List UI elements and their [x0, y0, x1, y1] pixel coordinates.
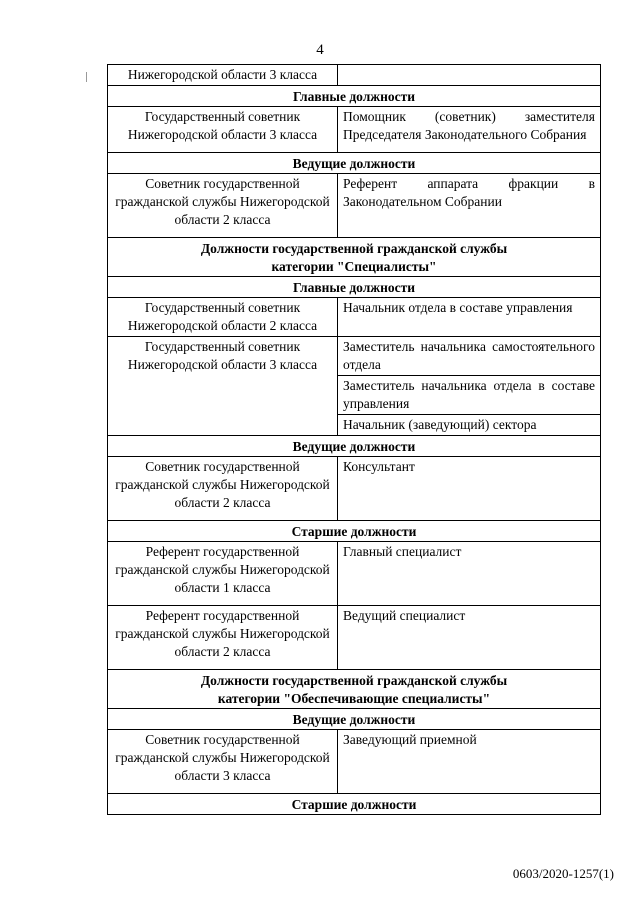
rank-cell: Референт государственной гражданской службы Нижегородской области 1 класса: [108, 542, 338, 606]
section-heading: Ведущие должности: [108, 436, 601, 457]
table-row: [108, 730, 601, 794]
rank-cell: Нижегородской области 3 класса: [108, 65, 338, 86]
section-row: [108, 277, 601, 298]
section-row: [108, 709, 601, 730]
rank-cell: Государственный советник Нижегородской области 3 класса: [108, 337, 338, 436]
table-row: [108, 542, 601, 606]
section-row: [108, 794, 601, 815]
position-cell: Референт аппарата фракции в Законодательном Собрании: [338, 174, 601, 238]
section-heading: Главные должности: [108, 277, 601, 298]
position-cell: Заместитель начальника самостоятельного отдела: [338, 337, 601, 376]
category-heading: [108, 238, 601, 277]
position-cell: [338, 65, 601, 86]
page-number: 4: [316, 42, 324, 58]
section-heading: Ведущие должности: [108, 153, 601, 174]
category-heading-line: Должности государственной гражданской службы: [200, 241, 508, 256]
table-row: [108, 606, 601, 670]
table-row: [108, 65, 601, 86]
table-row: [108, 174, 601, 238]
category-row: [108, 238, 601, 277]
section-heading: Старшие должности: [108, 794, 601, 815]
category-heading-line: категории "Обеспечивающие специалисты": [217, 691, 491, 706]
position-cell: Начальник (заведующий) сектора: [338, 415, 601, 436]
table-row: [108, 298, 601, 337]
table-row: [108, 107, 601, 153]
section-row: [108, 436, 601, 457]
category-heading-line: категории "Специалисты": [271, 259, 437, 274]
position-cell: Помощник (советник) заместителя Председателя Законодательного Собрания: [338, 107, 601, 153]
positions-table: [107, 64, 601, 815]
rank-cell: Государственный советник Нижегородской области 2 класса: [108, 298, 338, 337]
rank-cell: Советник государственной гражданской службы Нижегородской области 2 класса: [108, 174, 338, 238]
table-row: [108, 457, 601, 521]
position-cell: Ведущий специалист: [338, 606, 601, 670]
position-cell: Начальник отдела в составе управления: [338, 298, 601, 337]
category-row: [108, 670, 601, 709]
position-cell: Консультант: [338, 457, 601, 521]
margin-mark: [86, 72, 87, 82]
section-heading: Главные должности: [108, 86, 601, 107]
position-cell: Заместитель начальника отдела в составе управления: [338, 376, 601, 415]
category-heading-line: Должности государственной гражданской службы: [200, 673, 508, 688]
rank-cell: Референт государственной гражданской службы Нижегородской области 2 класса: [108, 606, 338, 670]
position-cell: Главный специалист: [338, 542, 601, 606]
rank-cell: Советник государственной гражданской службы Нижегородской области 3 класса: [108, 730, 338, 794]
table-row: [108, 337, 601, 376]
section-row: [108, 521, 601, 542]
rank-cell: Государственный советник Нижегородской области 3 класса: [108, 107, 338, 153]
position-cell: Заведующий приемной: [338, 730, 601, 794]
section-row: [108, 153, 601, 174]
rank-cell: Советник государственной гражданской службы Нижегородской области 2 класса: [108, 457, 338, 521]
document-code: 0603/2020-1257(1): [512, 866, 614, 881]
category-heading: [108, 670, 601, 709]
section-heading: Старшие должности: [108, 521, 601, 542]
section-row: [108, 86, 601, 107]
section-heading: Ведущие должности: [108, 709, 601, 730]
